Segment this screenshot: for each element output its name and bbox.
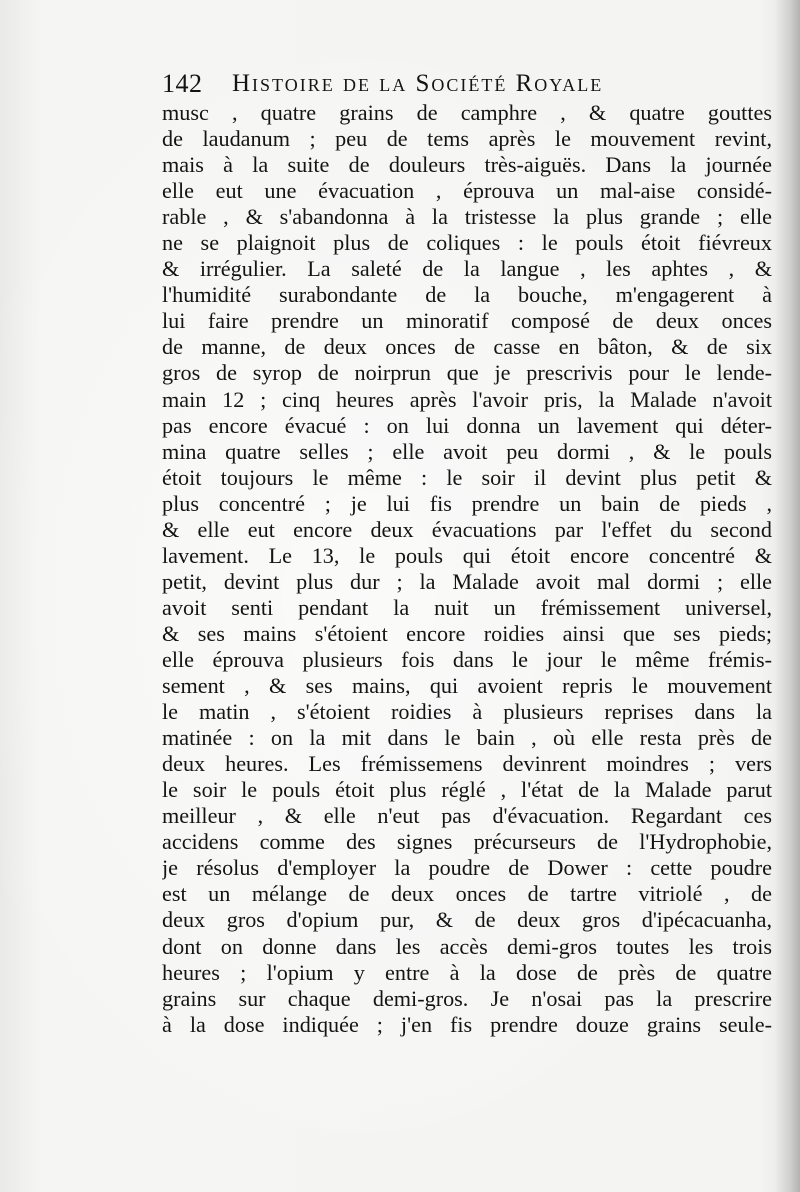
text-line: mais à la suite de douleurs très-aiguës. Dans la journée xyxy=(162,152,772,178)
text-line: de laudanum ; peu de tems après le mouvement revint, xyxy=(162,126,772,152)
text-line: étoit toujours le même : le soir il devint plus petit & xyxy=(162,464,772,490)
text-line: deux gros d'opium pur, & de deux gros d'ipécacuanha, xyxy=(162,907,772,933)
running-head-title: Histoire de la Société Royale xyxy=(232,70,604,97)
text-line: lui faire prendre un minoratif composé de deux onces xyxy=(162,308,772,334)
text-line: elle eut une évacuation , éprouva un mal-aise considé- xyxy=(162,178,772,204)
text-line: & irrégulier. La saleté de la langue , les aphtes , & xyxy=(162,256,772,282)
text-line: & elle eut encore deux évacuations par l'effet du second xyxy=(162,516,772,542)
text-line: le soir le pouls étoit plus réglé , l'état de la Malade parut xyxy=(162,777,772,803)
text-line: gros de syrop de noirprun que je prescrivis pour le lende- xyxy=(162,360,772,386)
body-text xyxy=(162,100,772,1038)
text-line: accidens comme des signes précurseurs de l'Hydrophobie, xyxy=(162,829,772,855)
text-line: grains sur chaque demi-gros. Je n'osai pas la prescrire xyxy=(162,985,772,1011)
text-line: rable , & s'abandonna à la tristesse la plus grande ; elle xyxy=(162,204,772,230)
text-line: je résolus d'employer la poudre de Dower : cette poudre xyxy=(162,855,772,881)
text-line: de manne, de deux onces de casse en bâton, & de six xyxy=(162,334,772,360)
binding-shadow xyxy=(774,0,800,1192)
page-number: 142 xyxy=(162,69,203,98)
text-line: deux heures. Les frémissemens devinrent moindres ; vers xyxy=(162,751,772,777)
text-line: dont on donne dans les accès demi-gros toutes les trois xyxy=(162,933,772,959)
text-line: plus concentré ; je lui fis prendre un bain de pieds , xyxy=(162,490,772,516)
text-line: à la dose indiquée ; j'en fis prendre douze grains seule- xyxy=(162,1011,772,1037)
text-line: pas encore évacué : on lui donna un lavement qui déter- xyxy=(162,412,772,438)
text-line: musc , quatre grains de camphre , & quatre gouttes xyxy=(162,100,772,125)
text-line: est un mélange de deux onces de tartre vitriolé , de xyxy=(162,881,772,907)
running-head xyxy=(162,66,722,102)
text-line: petit, devint plus dur ; la Malade avoit mal dormi ; elle xyxy=(162,568,772,594)
text-line: meilleur , & elle n'eut pas d'évacuation. Regardant ces xyxy=(162,803,772,829)
text-line: mina quatre selles ; elle avoit peu dormi , & le pouls xyxy=(162,438,772,464)
text-line: main 12 ; cinq heures après l'avoir pris, la Malade n'avoit xyxy=(162,386,772,412)
text-line: l'humidité surabondante de la bouche, m'engagerent à xyxy=(162,282,772,308)
text-line: le matin , s'étoient roidies à plusieurs reprises dans la xyxy=(162,699,772,725)
text-line: & ses mains s'étoient encore roidies ainsi que ses pieds; xyxy=(162,620,772,646)
text-line: ne se plaignoit plus de coliques : le pouls étoit fiévreux xyxy=(162,230,772,256)
text-line: lavement. Le 13, le pouls qui étoit encore concentré & xyxy=(162,542,772,568)
text-line: avoit senti pendant la nuit un frémissement universel, xyxy=(162,594,772,620)
text-line: sement , & ses mains, qui avoient repris le mouvement xyxy=(162,673,772,699)
text-line: heures ; l'opium y entre à la dose de près de quatre xyxy=(162,959,772,985)
text-line: elle éprouva plusieurs fois dans le jour le même frémis- xyxy=(162,646,772,672)
text-line: matinée : on la mit dans le bain , où elle resta près de xyxy=(162,725,772,751)
